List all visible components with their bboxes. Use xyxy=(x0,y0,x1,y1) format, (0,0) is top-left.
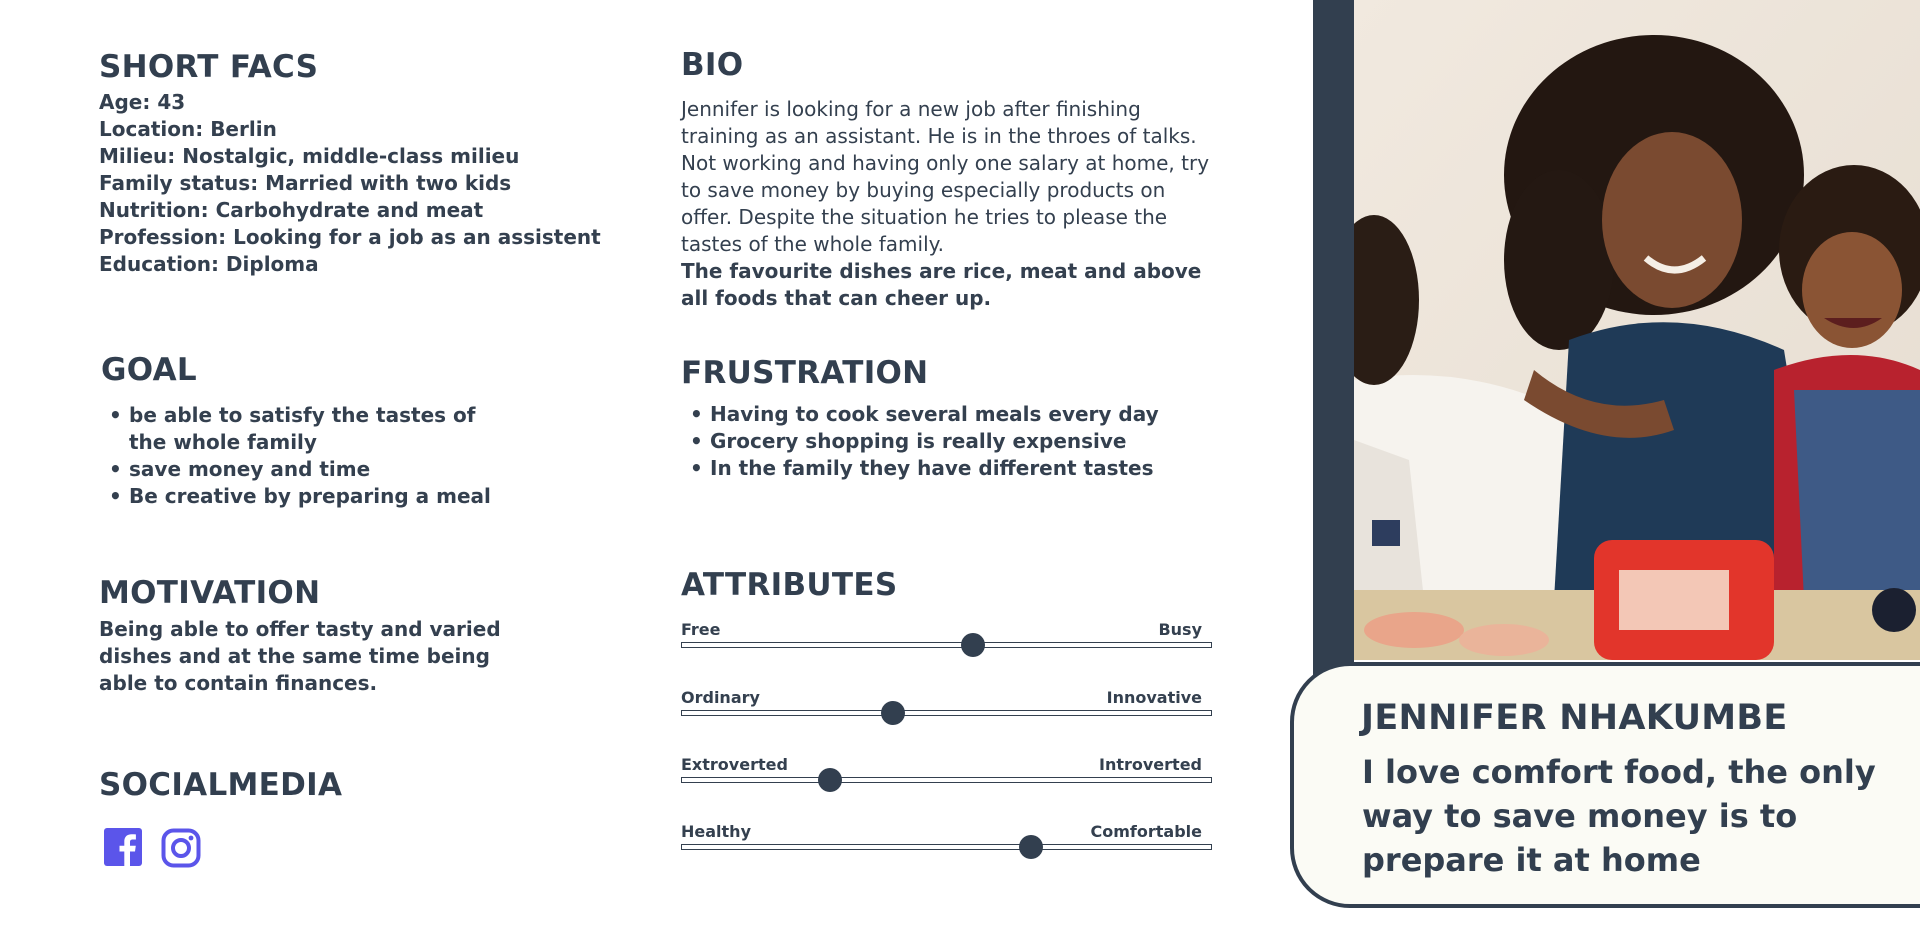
goal-item: • Be creative by preparing a meal xyxy=(100,483,500,510)
attribute-slider-extroverted-introverted[interactable] xyxy=(681,756,1212,786)
goal-title: GOAL xyxy=(101,352,197,388)
slider-knob[interactable] xyxy=(961,633,985,657)
slider-right-label: Comfortable xyxy=(1090,822,1202,841)
slider-track[interactable] xyxy=(681,777,1212,783)
frustration-item: • Having to cook several meals every day xyxy=(681,401,1221,428)
attribute-slider-healthy-comfortable[interactable] xyxy=(681,823,1212,853)
slider-knob[interactable] xyxy=(1019,835,1043,859)
fact-nutrition: Nutrition: Carbohydrate and meat xyxy=(99,198,484,222)
accent-bar xyxy=(1313,0,1354,700)
bio-paragraph: Jennifer is looking for a new job after finishing training as an assistant. He is in the throes of talks. Not working and having only one salary at home, try to save money by buying especially products on offer. Despite the situation he tries to please the tastes of the whole family. xyxy=(681,97,1210,256)
slider-right-label: Busy xyxy=(1158,620,1202,639)
bio-text xyxy=(681,96,1221,312)
frustration-title: FRUSTRATION xyxy=(681,355,929,391)
slider-track[interactable] xyxy=(681,710,1212,716)
fact-education: Education: Diploma xyxy=(99,252,319,276)
attributes-title: ATTRIBUTES xyxy=(681,567,898,603)
persona-photo xyxy=(1354,0,1920,660)
slider-right-label: Innovative xyxy=(1106,688,1202,707)
instagram-icon[interactable] xyxy=(161,828,201,868)
slider-left-label: Free xyxy=(681,620,721,639)
fact-age: Age: 43 xyxy=(99,90,186,114)
persona-quote: I love comfort food, the only way to save money is to prepare it at home xyxy=(1362,753,1876,879)
goal-item: • be able to satisfy the tastes of the whole family xyxy=(100,402,500,456)
persona-name: JENNIFER NHAKUMBE xyxy=(1361,698,1788,738)
attribute-slider-ordinary-innovative[interactable] xyxy=(681,689,1212,719)
bio-title: BIO xyxy=(681,47,744,83)
fact-milieu: Milieu: Nostalgic, middle-class milieu xyxy=(99,144,520,168)
socialmedia-title: SOCIALMEDIA xyxy=(99,767,343,803)
slider-left-label: Healthy xyxy=(681,822,751,841)
frustration-item: • Grocery shopping is really expensive xyxy=(681,428,1221,455)
bio-paragraph-bold: The favourite dishes are rice, meat and above all foods that can cheer up. xyxy=(681,259,1202,310)
short-facts-title: SHORT FACS xyxy=(99,49,319,85)
facebook-icon[interactable] xyxy=(104,828,142,866)
slider-knob[interactable] xyxy=(818,768,842,792)
goal-list xyxy=(100,402,500,510)
frustration-item: • In the family they have different tastes xyxy=(681,455,1221,482)
motivation-text: Being able to offer tasty and varied dishes and at the same time being able to contain finances. xyxy=(99,617,501,695)
frustration-list xyxy=(681,401,1221,482)
slider-right-label: Introverted xyxy=(1099,755,1202,774)
slider-track[interactable] xyxy=(681,642,1212,648)
fact-profession: Profession: Looking for a job as an assistent xyxy=(99,225,601,249)
slider-track[interactable] xyxy=(681,844,1212,850)
motivation-title: MOTIVATION xyxy=(99,575,321,611)
slider-left-label: Extroverted xyxy=(681,755,788,774)
fact-location: Location: Berlin xyxy=(99,117,277,141)
short-facts-list xyxy=(99,89,619,278)
persona-photo-illustration xyxy=(1354,0,1920,660)
attribute-slider-free-busy[interactable] xyxy=(681,621,1212,651)
goal-item: • save money and time xyxy=(100,456,500,483)
slider-knob[interactable] xyxy=(881,701,905,725)
fact-family-status: Family status: Married with two kids xyxy=(99,171,512,195)
slider-left-label: Ordinary xyxy=(681,688,760,707)
